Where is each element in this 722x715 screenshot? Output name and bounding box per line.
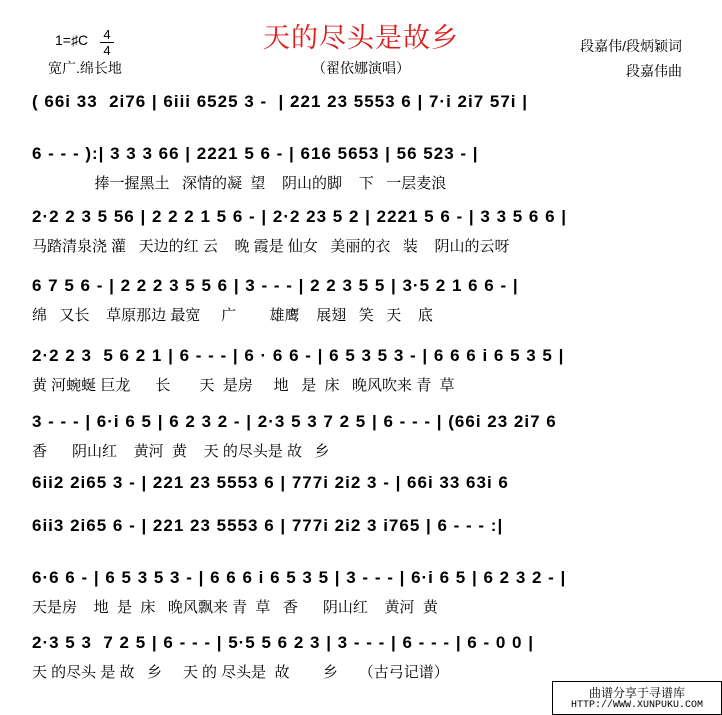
score-row: [32, 207, 692, 255]
watermark-line-1: 曲谱分享于寻谱库: [588, 686, 685, 700]
singer: （翟依娜演唱）: [312, 60, 410, 76]
score-row: [32, 92, 692, 140]
lyricist: 段嘉伟/段炳颖词: [580, 38, 682, 54]
notation-line: 6·6 6 - | 6 5 3 5 3 - | 6 6 6 i 6 5 3 5 | 3 - - - | 6·i 6 5 | 6 2 3 2 - |: [32, 568, 567, 587]
watermark-box: [552, 681, 722, 715]
score-row: [32, 473, 692, 521]
notation-line: 3 - - - | 6·i 6 5 | 6 2 3 2 - | 2·3 5 3 7 2 5 | 6 - - - | (66i 23 2i7 6: [32, 412, 557, 431]
score-row: [32, 346, 692, 394]
notation-line: ( 66i 33 2i76 | 6iii 6525 3 - | 221 23 5553 6 | 7·i 2i7 57i |: [32, 92, 528, 111]
notation-line: 2·2 2 3 5 6 2 1 | 6 - - - | 6 · 6 6 - | 6 5 3 5 3 - | 6 6 6 i 6 5 3 5 |: [32, 346, 565, 365]
tempo-marking: 宽广.绵长地: [48, 60, 122, 76]
meter-top: 4: [103, 27, 111, 42]
lyrics-line: 天 的尽头 是 故 乡 天 的 尽头是 故 乡 （古弓记谱）: [32, 664, 449, 681]
notation-line: 6 7 5 6 - | 2 2 2 3 5 5 6 | 3 - - - | 2 2 3 5 5 | 3·5 2 1 6 6 - |: [32, 276, 519, 295]
lyrics-line: [32, 544, 692, 564]
song-title: 天的尽头是故乡: [263, 23, 459, 53]
lyrics-line: 马踏清泉浇 灌 天边的红 云 晚 霞是 仙女 美丽的衣 装 阴山的云呀: [32, 238, 510, 255]
lyrics-line: [32, 120, 692, 140]
lyrics-line: 绵 又长 草原那边 最宽 广 雄鹰 展翅 笑 天 底: [32, 307, 433, 324]
lyrics-line: 香 阴山红 黄河 黄 天 的尽头是 故 乡: [32, 443, 330, 460]
watermark-line-2: HTTP://WWW.XUNPUKU.COM: [570, 700, 704, 711]
lyrics-line: 天是房 地 是 床 晚风飘来 青 草 香 阴山红 黄河 黄: [32, 599, 438, 616]
notation-line: 2·3 5 3 7 2 5 | 6 - - - | 5·5 5 6 2 3 | 3 - - - | 6 - - - | 6 - 0 0 |: [32, 633, 534, 652]
composer: 段嘉伟曲: [626, 63, 682, 79]
lyrics-line: 捧一握黑土 深情的凝 望 阴山的脚 下 一层麦浪: [32, 175, 447, 192]
score-row: [32, 568, 692, 616]
notation-line: 6 - - - ):| 3 3 3 66 | 2221 5 6 - | 616 5653 | 56 523 - |: [32, 144, 479, 163]
meter-bottom: 4: [103, 43, 111, 58]
score-row: [32, 412, 692, 460]
credits: [580, 34, 682, 84]
notation-line: 6ii3 2i65 6 - | 221 23 5553 6 | 777i 2i2 3 i765 | 6 - - - :|: [32, 516, 504, 535]
notation-line: 6ii2 2i65 3 - | 221 23 5553 6 | 777i 2i2 3 - | 66i 33 63i 6: [32, 473, 509, 492]
key-signature: 1=♯C: [55, 32, 89, 48]
score-row: [32, 516, 692, 564]
lyrics-line: 黄 河蜿蜒 巨龙 长 天 是房 地 是 床 晚风吹来 青 草: [32, 377, 455, 394]
score-row: [32, 276, 692, 324]
notation-line: 2·2 2 3 5 56 | 2 2 2 1 5 6 - | 2·2 23 5 2 | 2221 5 6 - | 3 3 5 6 6 |: [32, 207, 568, 226]
score-row: [32, 633, 692, 681]
score-row: [32, 144, 692, 192]
